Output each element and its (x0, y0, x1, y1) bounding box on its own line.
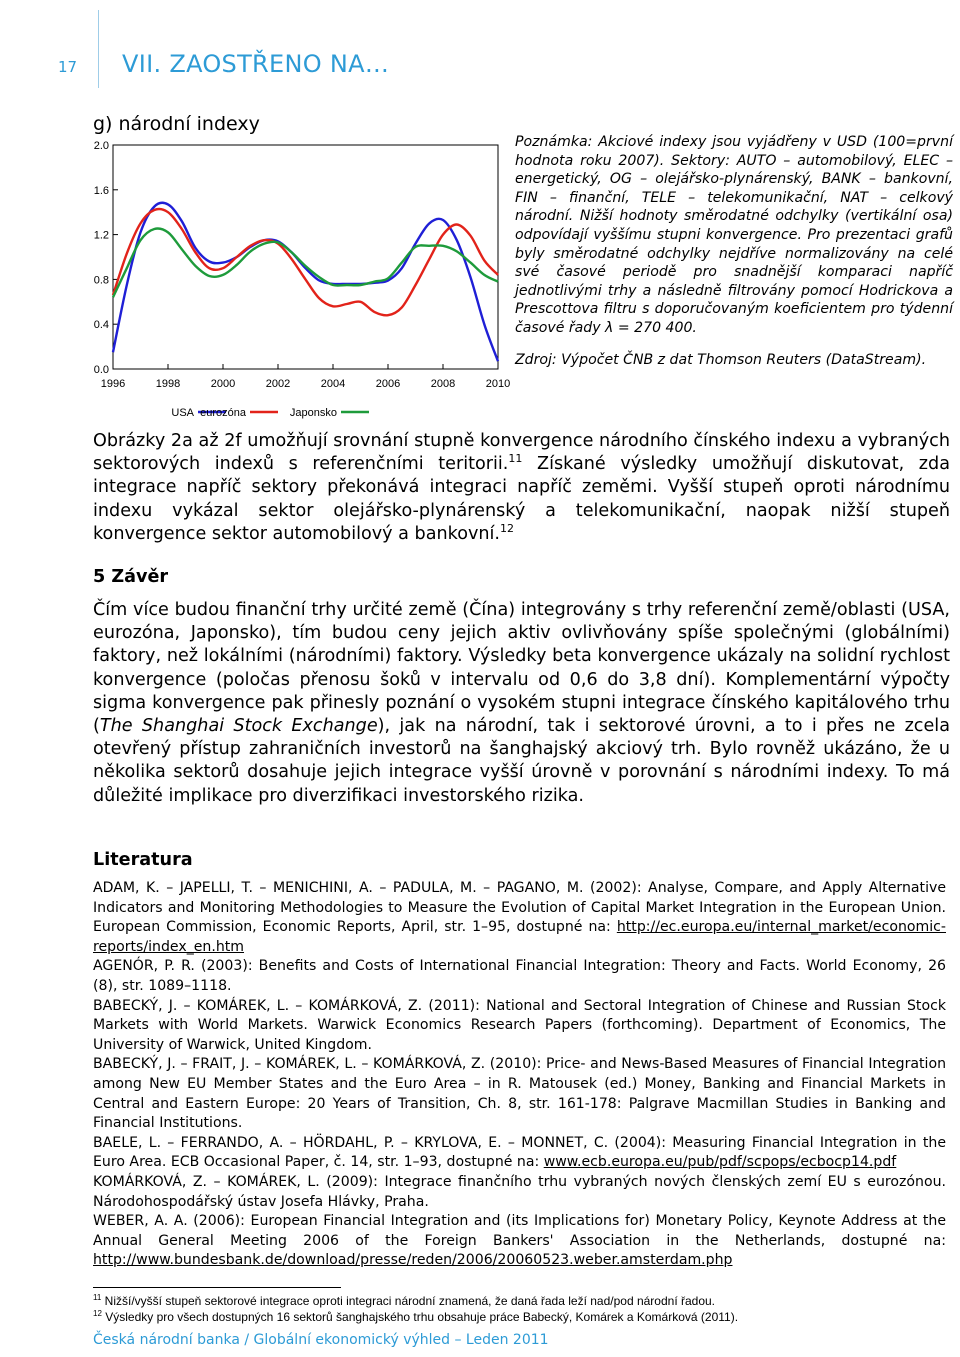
reference-text: ADAM, K. – JAPELLI, T. – MENICHINI, A. – PADULA, M. – PAGANO, M. (2002): Analyse, Compare, and Apply Alternative Indicators and Monitoring Methodologies to Measure the Evolution of Capital Market Integration in the European Union. European Commission, Economic Reports, April, str. 1–95, dostupné na: (93, 880, 946, 936)
y-tick-label: 1.2 (93, 229, 109, 242)
reference-item (93, 1212, 946, 1271)
reference-link[interactable]: www.ecb.europa.eu/pub/pdf/scpops/ecbocp14.pdf (543, 1154, 897, 1171)
reference-item (93, 1055, 946, 1133)
paragraph-text: Získané výsledky umožňují diskutovat, zda integrace napříč sektory překonává integraci napříč zeměmi. Vyšší stupeň oproti národnímu indexu vykázal sektor olejářsko-plynárenský a telekomunikační, naopak nižší stupeň konvergence sektor automobilový a bankovní. (93, 454, 950, 544)
reference-text: BABECKÝ, J. – KOMÁREK, L. – KOMÁRKOVÁ, Z. (2011): National and Sectoral Integration of Chinese and Russian Stock Markets with World Markets. Warwick Economics Research Papers (forthcoming). Department of Economics, The University of Warwick, United Kingdom. (93, 997, 946, 1053)
reference-item (93, 1134, 946, 1173)
series-line-USA (113, 203, 498, 361)
chapter-title: VII. ZAOSTŘENO NA… (122, 50, 390, 78)
reference-text: WEBER, A. A. (2006): European Financial Integration and (its Implications for) Monetary Policy, Keynote Address at the Annual General Meeting 2006 of the Foreign Bankers' Association in the Netherlands, dostupné na: (93, 1213, 946, 1249)
y-tick-label: 0.4 (93, 319, 109, 332)
x-tick-label: 2002 (265, 378, 291, 390)
chart-legend (171, 407, 369, 419)
footnote-divider (93, 1287, 341, 1288)
reference-item (93, 997, 946, 1056)
footnote-ref: 11 (508, 452, 523, 466)
paragraph-conclusion (93, 599, 950, 808)
x-tick-label: 2008 (430, 378, 456, 390)
paragraph-text: Obrázky 2a až 2f umožňují srovnání stupně konvergence národního čínského indexu a vybraných sektorových indexů s referenčními teritorii. (93, 431, 950, 475)
x-tick-label: 1998 (155, 378, 181, 390)
paragraph-text: Čím více budou finanční trhy určité země (Čína) integrovány s trhy referenční země/oblasti (USA, eurozóna, Japonsko), tím budou ceny jejich aktiv ovlivňovány spíše společnými (globálními) faktory, než lokálními (národními) faktory. Výsledky beta konvergence ukázaly na solidní rychlost konvergence (poločas přenosu šoků v intervalu od 0,6 do 3,8 dní). Komplementární výpočty sigma konvergence pak přinesly poznání o vysokém stupni integrace čínského kapitálového trhu ( (93, 600, 950, 737)
footnote-text: Nižší/vyšší stupeň sektorové integrace oproti integraci národní znamená, že daná řada leží nad/pod národní řadou. (101, 1294, 716, 1308)
reference-text: BABECKÝ, J. – FRAIT, J. – KOMÁREK, L. – KOMÁRKOVÁ, Z. (2010): Price- and News-Based Measures of Financial Integration among New EU Member States and the Euro Area – in R. Matousek (ed.) Money, Banking and Financial Markets in Central and Eastern Europe: 20 Years of Transition, Ch. 8, str. 161-178: Palgrave Macmillan Studies in Banking and Financial Institutions. (93, 1056, 946, 1132)
footnote-item (93, 1309, 953, 1325)
reference-link[interactable]: http://ec.europa.eu/internal_market/economic-reports/index_en.htm (93, 919, 946, 955)
chart-title: g) národní indexy (93, 113, 260, 135)
x-tick-label: 2000 (210, 378, 236, 390)
references-list (93, 879, 946, 1271)
paragraph-comparison (93, 430, 950, 546)
page-number: 17 (58, 58, 78, 76)
plot-frame (113, 145, 498, 369)
x-axis (101, 364, 510, 390)
legend-label: USA (171, 407, 194, 419)
reference-item (93, 879, 946, 957)
footnote-ref: 12 (500, 521, 515, 535)
footnote-text: Výsledky pro všech dostupných 16 sektorů šanghajského trhu obsahuje práce Babecký, Komárek a Komárková (2011). (101, 1310, 739, 1324)
y-tick-label: 0.8 (93, 274, 109, 287)
x-tick-label: 2006 (375, 378, 401, 390)
reference-text: KOMÁRKOVÁ, Z. – KOMÁREK, L. (2009): Integrace finančního trhu vybraných nových členských zemí EU s eurozónou. Národohospodářský ústav Josefa Hlávky, Praha. (93, 1173, 946, 1210)
section-heading: 5 Závěr (93, 567, 169, 587)
series-group (113, 203, 498, 361)
reference-text: AGENÓR, P. R. (2003): Benefits and Costs of International Financial Integration: Theory and Facts. World Economy, 26 (8), str. 1089–1118. (93, 958, 946, 994)
footnote-mark: 11 (93, 1293, 102, 1302)
y-tick-label: 1.6 (93, 184, 109, 197)
x-tick-label: 1996 (100, 378, 126, 390)
x-tick-label: 2010 (485, 378, 511, 390)
footnote-item (93, 1293, 953, 1309)
y-tick-label: 0.0 (93, 364, 109, 376)
paragraph-text: ), jak na národní, tak i sektorové úrovni, a to i přes ne zcela otevřený přístup zahraničních investorů na šanghajský akciový trh. Bylo rovněž ukázáno, že u několika sektorů dosahuje jejich integrace vyšší úrovně v porovnání s národními indexy. To má důležité implikace pro diverzifikaci investorského rizika. (93, 716, 950, 806)
line-chart (80, 135, 511, 425)
paragraph-italic: The Shanghai Stock Exchange (99, 716, 378, 737)
literature-heading: Literatura (93, 850, 193, 870)
chart-source: Zdroj: Výpočet ČNB z dat Thomson Reuters (DataStream). (515, 352, 927, 368)
reference-link[interactable]: http://www.bundesbank.de/download/presse/reden/2006/20060523.weber.amsterdam.php (93, 1252, 733, 1269)
page-footer: Česká národní banka / Globální ekonomický výhled – Leden 2011 (93, 1332, 549, 1348)
reference-item (93, 957, 946, 996)
y-tick-label: 2.0 (93, 140, 109, 152)
footnote-mark: 12 (93, 1309, 102, 1318)
header-divider (98, 10, 99, 88)
footnotes (93, 1293, 953, 1325)
reference-text: BAELE, L. – FERRANDO, A. – HÖRDAHL, P. – KRYLOVA, E. – MONNET, C. (2004): Measuring Financial Integration in the Euro Area. ECB Occasional Paper, č. 14, str. 1–93, dostupné na: (93, 1134, 946, 1171)
chart-note: Poznámka: Akciové indexy jsou vyjádřeny v USD (100=první hodnota roku 2007). Sektory: AUTO – automobilový, ELEC – energetický, OG – olejářsko-plynárenský, BANK – bankovní, FIN – finanční, TELE – telekomunikační, NAT – celkový národní. Nižší hodnoty směrodatné odchylky (vertikální osa) odpovídají vyššímu stupni konvergence. Pro prezentaci grafů byly směrodatné odchylky nejdříve normalizovány na celé své časové periodě pro snadnější komparaci napříč jednotlivými trhy a následně filtrovány pomocí Hodrickova a Prescottova filtru s doporučovaným koeficientem pro týdenní časové řady λ = 270 400. (515, 134, 953, 336)
legend-label: eurozóna (200, 407, 246, 419)
legend-label: Japonsko (289, 407, 337, 419)
x-tick-label: 2004 (320, 378, 346, 390)
series-line-eurozóna (113, 209, 498, 315)
reference-item (93, 1173, 946, 1212)
